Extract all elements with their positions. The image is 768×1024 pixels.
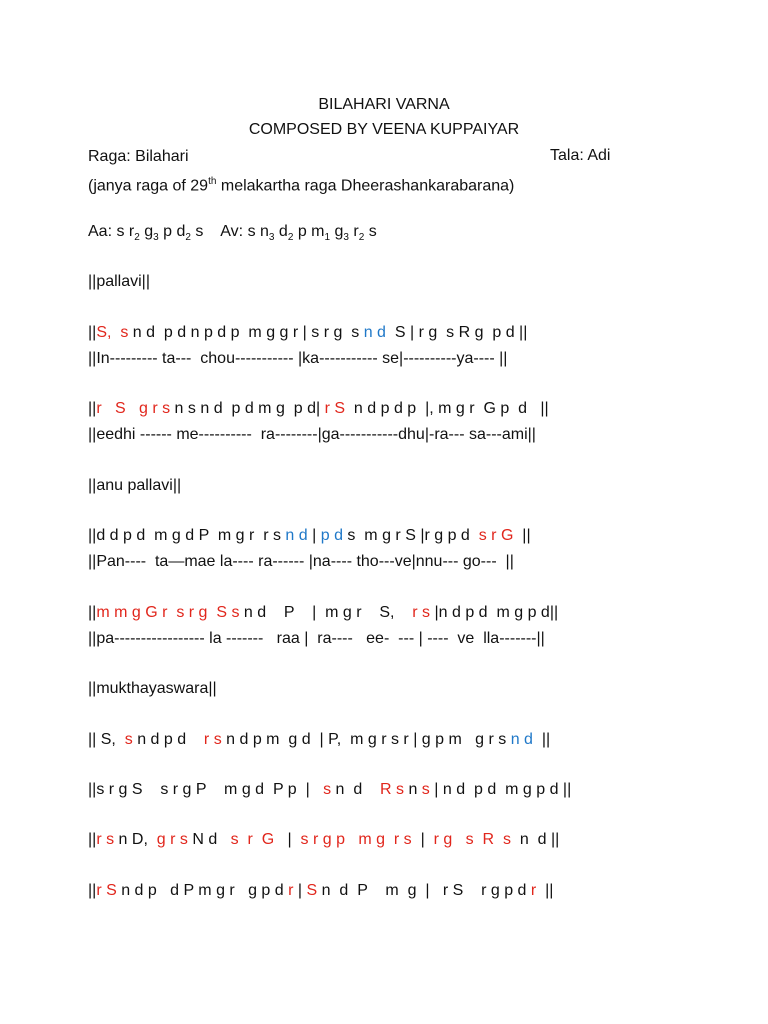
red-notes: r xyxy=(288,882,294,899)
red-notes: S, xyxy=(96,324,112,341)
scale-text: p d xyxy=(158,223,186,240)
notation-text: ||d d p d m g d P m g r r s xyxy=(88,527,286,544)
red-notes: s r G xyxy=(478,527,514,544)
notation-text: | n d p d m g p d || xyxy=(429,781,572,798)
raga-label: Raga: Bilahari xyxy=(88,148,189,165)
notation-text: n d p d n p d p m g g r | s r g s xyxy=(128,324,364,341)
notation-text: |n d p d m g p d|| xyxy=(430,604,559,621)
scale-text: r xyxy=(348,223,359,240)
red-notes: g r s xyxy=(156,831,188,848)
notation-text: || xyxy=(536,882,554,899)
notation-text: || xyxy=(88,400,97,417)
scale-text: p m xyxy=(293,223,325,240)
notation-line xyxy=(88,425,536,445)
notation-text: n d xyxy=(331,781,380,798)
red-notes: r S xyxy=(324,400,346,417)
notation-line xyxy=(88,679,217,699)
scale-text: Aa: s r xyxy=(88,223,135,240)
scale-subscript: 2 xyxy=(185,232,191,244)
notation-line xyxy=(88,603,558,623)
notation-text: ||eedhi ------ me---------- ra--------|ga-----------dhu|-ra--- sa---ami|| xyxy=(88,426,536,443)
red-notes: R s xyxy=(380,781,404,798)
red-notes: r S g r s xyxy=(96,400,171,417)
red-notes: s xyxy=(120,324,129,341)
notation-text: S | r g s R g p d || xyxy=(385,324,528,341)
blue-notes: p d xyxy=(320,527,343,544)
notation-line xyxy=(88,629,545,649)
scale-text: g xyxy=(139,223,154,240)
scale-text: d xyxy=(274,223,288,240)
notation-text: ||Pan---- ta—mae la---- ra------ |na---- tho---ve|nnu--- go--- || xyxy=(88,553,514,570)
scale-subscript: 2 xyxy=(134,232,140,244)
notation-line xyxy=(88,349,507,369)
scale-subscript: 1 xyxy=(324,232,331,244)
notation-line xyxy=(88,830,559,850)
notation-line xyxy=(88,476,181,496)
notation-line xyxy=(88,526,531,546)
red-notes: S xyxy=(306,882,318,899)
red-notes: r g s R s xyxy=(433,831,511,848)
notation-text: || xyxy=(88,604,97,621)
notation-text: n d p d p |, m g r G p d || xyxy=(345,400,549,417)
doc-subtitle: COMPOSED BY VEENA KUPPAIYAR xyxy=(248,121,520,138)
blue-notes: n d xyxy=(510,731,533,748)
notation-text: n s n d p d m g p d| xyxy=(170,400,325,417)
notation-line xyxy=(88,881,553,901)
notation-text: n D, xyxy=(114,831,157,848)
notation-text: ||pa----------------- la ------- raa | ra---- ee- --- | ---- ve lla-------|| xyxy=(88,630,545,647)
scale-subscript: 3 xyxy=(343,232,349,244)
notation-line xyxy=(88,399,549,419)
notation-text: s m g r S |r g p d xyxy=(342,527,479,544)
scale-line xyxy=(88,222,377,248)
notation-text: n d || xyxy=(510,831,560,848)
notation-line xyxy=(88,272,150,292)
janya-sup: th xyxy=(208,176,217,187)
red-notes: s xyxy=(323,781,332,798)
notation-line xyxy=(88,780,571,800)
red-notes: r S xyxy=(96,882,117,899)
red-notes: r xyxy=(530,882,537,899)
scale-text: s xyxy=(364,223,377,240)
notation-text: | xyxy=(293,882,307,899)
notation-text: ||pallavi|| xyxy=(88,273,150,290)
scale-text: g xyxy=(330,223,344,240)
notation-line xyxy=(88,552,514,572)
notation-text: n d P | m g r S, xyxy=(239,604,413,621)
notation-text: ||In--------- ta--- chou----------- |ka----------- se|----------ya---- || xyxy=(88,350,508,367)
scale-subscript: 3 xyxy=(153,232,159,244)
red-notes: s xyxy=(421,781,430,798)
notation-text: || xyxy=(513,527,531,544)
janya-post: melakartha raga Dheerashankarabarana) xyxy=(216,177,515,195)
janya-line xyxy=(88,172,514,196)
red-notes: r s xyxy=(203,731,222,748)
notation-text: n d p m g d | P, m g r s r | g p m g r s xyxy=(221,731,511,748)
notation-text: || xyxy=(88,882,97,899)
notation-text: n d p d P m g r g p d xyxy=(116,882,289,899)
notation-text: || xyxy=(88,324,97,341)
scale-subscript: 2 xyxy=(287,232,294,244)
notation-text: | xyxy=(411,831,434,848)
scale-subscript: 2 xyxy=(358,232,365,244)
notation-text: n xyxy=(404,781,422,798)
scale-text: s Av: s n xyxy=(190,223,269,240)
red-notes: r s xyxy=(412,604,431,621)
notation-text: | xyxy=(307,527,321,544)
notation-line xyxy=(88,323,527,343)
notation-text: ||anu pallavi|| xyxy=(88,477,182,494)
notation-text: || S, xyxy=(88,731,125,748)
notation-text: n d P m g | r S r g p d xyxy=(317,882,531,899)
red-notes: s r g p m g r s xyxy=(300,831,412,848)
red-notes: s xyxy=(124,731,133,748)
notation-text: N d xyxy=(187,831,231,848)
notation-text: ||s r g S s r g P m g d P p | xyxy=(88,781,324,798)
notation-text xyxy=(111,324,120,341)
red-notes: s r G xyxy=(230,831,275,848)
notation-text: n d p d xyxy=(132,731,204,748)
red-notes: r s xyxy=(96,831,115,848)
tala-label: Tala: Adi xyxy=(550,147,611,164)
doc-title: BILAHARI VARNA xyxy=(318,96,450,113)
notation-text: ||mukthayaswara|| xyxy=(88,680,217,697)
janya-pre: (janya raga of 29 xyxy=(88,177,209,195)
notation-text: || xyxy=(88,831,97,848)
scale-subscript: 3 xyxy=(268,232,275,244)
notation-line xyxy=(88,730,550,750)
blue-notes: n d xyxy=(363,324,386,341)
blue-notes: n d xyxy=(285,527,308,544)
notation-text: || xyxy=(532,731,551,748)
red-notes: m m g G r s r g S s xyxy=(96,604,240,621)
notation-text: | xyxy=(274,831,301,848)
